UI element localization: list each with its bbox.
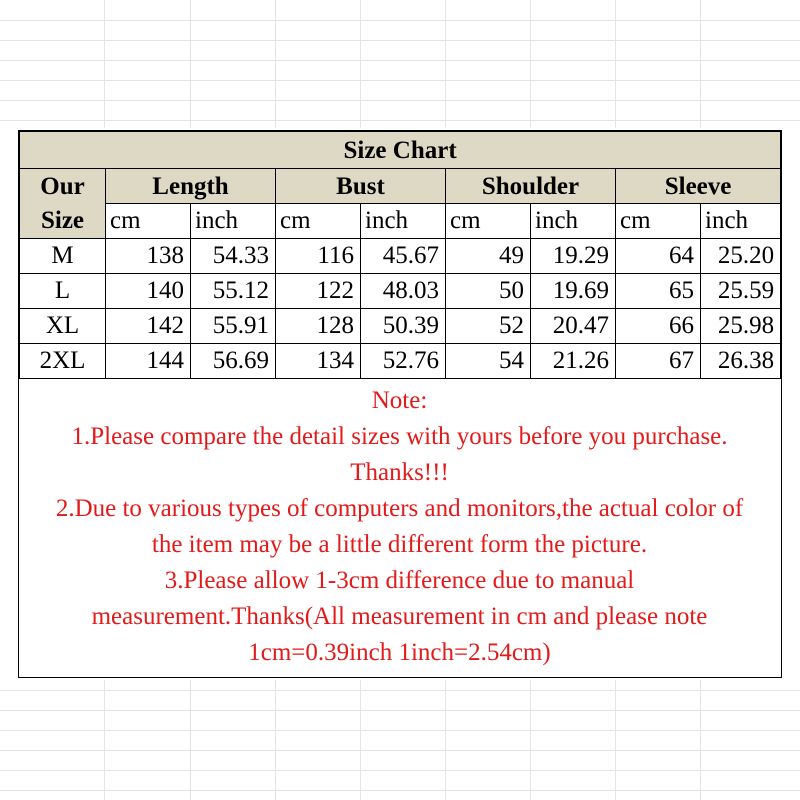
value-cell: 20.47 xyxy=(531,308,616,343)
value-cell: 67 xyxy=(616,343,701,378)
table-row xyxy=(20,308,781,343)
unit-cell: inch xyxy=(191,204,276,239)
note-line: 1cm=0.39inch 1inch=2.54cm) xyxy=(248,639,551,666)
size-cell: L xyxy=(20,273,106,308)
size-header-top: Our xyxy=(20,169,106,204)
size-header-bottom: Size xyxy=(20,204,106,239)
unit-cell: inch xyxy=(531,204,616,239)
unit-cell: cm xyxy=(106,204,191,239)
value-cell: 65 xyxy=(616,273,701,308)
table-row xyxy=(20,238,781,273)
value-cell: 140 xyxy=(106,273,191,308)
value-cell: 64 xyxy=(616,238,701,273)
value-cell: 49 xyxy=(446,238,531,273)
value-cell: 19.69 xyxy=(531,273,616,308)
size-chart-table xyxy=(19,131,781,379)
notes-block xyxy=(19,383,780,671)
note-line: 1.Please compare the detail sizes with yours before you purchase. xyxy=(71,423,728,450)
value-cell: 55.12 xyxy=(191,273,276,308)
value-cell: 56.69 xyxy=(191,343,276,378)
unit-cell: inch xyxy=(701,204,781,239)
value-cell: 138 xyxy=(106,238,191,273)
note-line: measurement.Thanks(All measurement in cm and please note xyxy=(91,603,708,630)
value-cell: 52.76 xyxy=(361,343,446,378)
size-cell: 2XL xyxy=(20,343,106,378)
note-heading: Note: xyxy=(371,387,428,414)
value-cell: 142 xyxy=(106,308,191,343)
value-cell: 25.98 xyxy=(701,308,781,343)
group-header-length: Length xyxy=(106,169,276,204)
unit-cell: cm xyxy=(446,204,531,239)
value-cell: 66 xyxy=(616,308,701,343)
table-title: Size Chart xyxy=(20,132,781,169)
group-header-shoulder: Shoulder xyxy=(446,169,616,204)
value-cell: 116 xyxy=(276,238,361,273)
note-line: 3.Please allow 1-3cm difference due to manual xyxy=(164,567,635,594)
table-row xyxy=(20,273,781,308)
value-cell: 52 xyxy=(446,308,531,343)
value-cell: 45.67 xyxy=(361,238,446,273)
note-line: 2.Due to various types of computers and monitors,the actual color of xyxy=(55,495,744,522)
value-cell: 54 xyxy=(446,343,531,378)
unit-cell: inch xyxy=(361,204,446,239)
note-line: Thanks!!! xyxy=(350,459,449,486)
value-cell: 55.91 xyxy=(191,308,276,343)
value-cell: 19.29 xyxy=(531,238,616,273)
value-cell: 128 xyxy=(276,308,361,343)
value-cell: 50.39 xyxy=(361,308,446,343)
value-cell: 25.20 xyxy=(701,238,781,273)
unit-cell: cm xyxy=(276,204,361,239)
value-cell: 122 xyxy=(276,273,361,308)
table-row xyxy=(20,343,781,378)
size-cell: M xyxy=(20,238,106,273)
value-cell: 144 xyxy=(106,343,191,378)
unit-cell: cm xyxy=(616,204,701,239)
note-line: the item may be a little different form the picture. xyxy=(151,531,648,558)
size-cell: XL xyxy=(20,308,106,343)
size-chart-sheet xyxy=(18,130,782,678)
value-cell: 48.03 xyxy=(361,273,446,308)
group-header-sleeve: Sleeve xyxy=(616,169,781,204)
value-cell: 26.38 xyxy=(701,343,781,378)
group-header-bust: Bust xyxy=(276,169,446,204)
value-cell: 21.26 xyxy=(531,343,616,378)
value-cell: 54.33 xyxy=(191,238,276,273)
value-cell: 25.59 xyxy=(701,273,781,308)
value-cell: 50 xyxy=(446,273,531,308)
value-cell: 134 xyxy=(276,343,361,378)
